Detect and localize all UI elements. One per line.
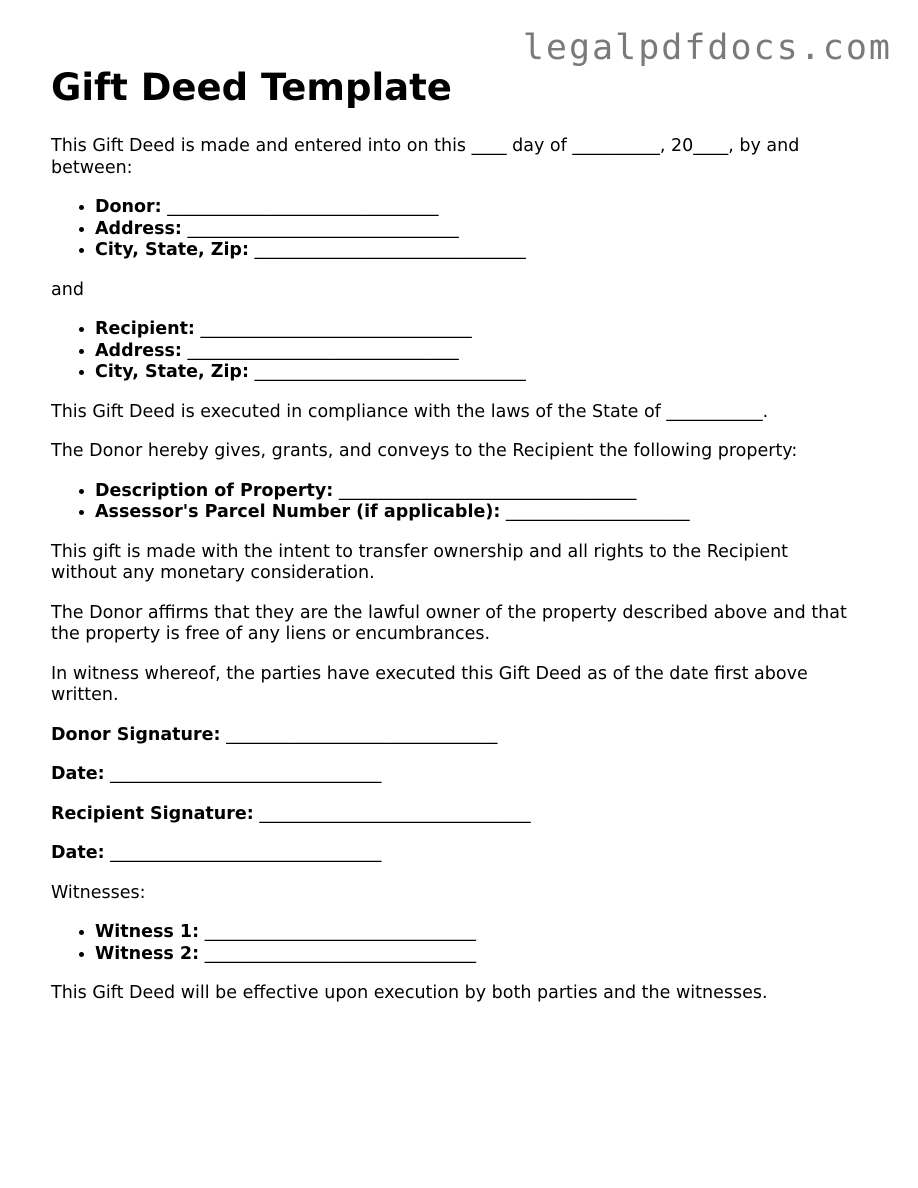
donor-fields-list	[51, 197, 851, 262]
signature-label: Recipient Signature:	[51, 803, 254, 824]
field-label: Witness 1:	[95, 922, 200, 942]
field-label: Address:	[95, 340, 182, 361]
donor-signature-line	[51, 725, 851, 747]
field-blank: _______________________________	[204, 943, 476, 964]
field-label: City, State, Zip:	[95, 362, 249, 382]
field-label: Witness 2:	[95, 943, 200, 964]
recipient-date-line	[51, 843, 851, 865]
date-label: Date:	[51, 843, 105, 863]
field-blank: _______________________________	[204, 922, 476, 942]
recipient-signature-line	[51, 804, 851, 826]
donor-name-field	[95, 197, 851, 219]
intro-paragraph: This Gift Deed is made and entered into on this ____ day of __________, 20____, by and between:	[51, 136, 800, 178]
field-blank: _______________________________	[200, 319, 472, 339]
property-fields-list	[51, 481, 851, 524]
and-text: and	[51, 279, 84, 300]
field-blank: __________________________________	[338, 480, 637, 501]
witness-1-field	[95, 922, 851, 944]
intent-paragraph: This gift is made with the intent to transfer ownership and all rights to the Recipient without any monetary consideration.	[51, 541, 789, 583]
field-label: Address:	[95, 218, 182, 239]
donor-address-field	[95, 219, 851, 241]
donor-city-state-zip-field	[95, 240, 851, 262]
signature-blank: _______________________________	[259, 803, 531, 824]
witness-whereof-paragraph: In witness whereof, the parties have executed this Gift Deed as of the date first above written.	[51, 663, 808, 705]
donor-date-line	[51, 764, 851, 786]
signature-label: Donor Signature:	[51, 724, 221, 745]
recipient-city-state-zip-field	[95, 362, 851, 384]
page-title: Gift Deed Template	[51, 66, 452, 109]
witness-2-field	[95, 944, 851, 966]
document-body	[51, 66, 851, 1023]
recipient-fields-list	[51, 319, 851, 384]
field-label: Assessor's Parcel Number (if applicable):	[95, 502, 501, 522]
field-blank: _____________________	[505, 502, 690, 522]
field-blank: _______________________________	[254, 240, 526, 260]
recipient-address-field	[95, 341, 851, 363]
conveys-paragraph: The Donor hereby gives, grants, and conveys to the Recipient the following property:	[51, 441, 798, 461]
field-blank: _______________________________	[167, 197, 439, 217]
field-blank: _______________________________	[254, 362, 526, 382]
property-description-field	[95, 481, 851, 503]
watermark: legalpdfdocs.com	[522, 28, 892, 68]
affirm-paragraph: The Donor affirms that they are the lawful owner of the property described above and that the property is free of any liens or encumbrances.	[51, 602, 847, 644]
parcel-number-field	[95, 502, 851, 524]
date-label: Date:	[51, 764, 105, 784]
date-blank: _______________________________	[110, 764, 382, 784]
field-blank: _______________________________	[187, 218, 459, 239]
witness-fields-list	[51, 922, 851, 965]
witnesses-label: Witnesses:	[51, 882, 146, 903]
field-label: Donor:	[95, 197, 162, 217]
signature-blank: _______________________________	[226, 724, 498, 745]
field-label: City, State, Zip:	[95, 240, 249, 260]
field-label: Description of Property:	[95, 480, 334, 501]
effective-paragraph: This Gift Deed will be effective upon execution by both parties and the witnesses.	[51, 983, 768, 1003]
field-label: Recipient:	[95, 319, 195, 339]
field-blank: _______________________________	[187, 340, 459, 361]
date-blank: _______________________________	[110, 843, 382, 863]
recipient-name-field	[95, 319, 851, 341]
compliance-paragraph: This Gift Deed is executed in compliance with the laws of the State of ___________.	[51, 401, 769, 422]
